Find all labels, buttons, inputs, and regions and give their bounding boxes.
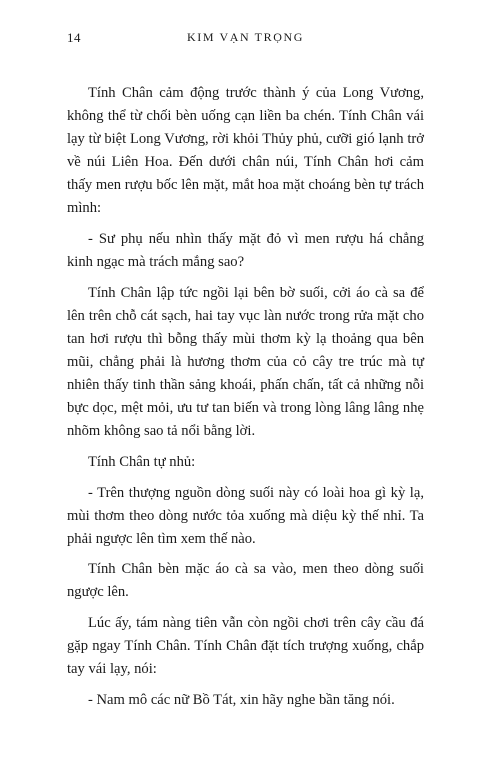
paragraph: Tính Chân bèn mặc áo cà sa vào, men theo dòng suối ngược lên. [67,561,424,601]
paragraph: - Nam mô các nữ Bồ Tát, xin hãy nghe bần tăng nói. [88,691,395,708]
paragraph: Tính Chân tự nhủ: [88,453,196,470]
paragraph: - Trên thượng nguồn dòng suối này có loài hoa gì kỳ lạ, mùi thơm theo dòng nước tỏa xuống mà diệu kỳ thế nhỉ. Ta phải ngược lên tìm xem thế nào. [67,484,424,547]
paragraph: Lúc ấy, tám nàng tiên vẫn còn ngồi chơi trên cây cầu đá gặp ngay Tính Chân. Tính Chân đặt tích trượng xuống, chắp tay vái lạy, nói: [67,614,424,678]
page-number: 14 [67,30,81,45]
body-text [67,82,424,719]
paragraph: - Sư phụ nếu nhìn thấy mặt đỏ vì men rượu há chẳng kinh ngạc mà trách mắng sao? [67,231,424,271]
running-title: KIM VẠN TRỌNG [186,30,305,44]
running-header [67,30,424,50]
paragraph: Tính Chân cảm động trước thành ý của Long Vương, không thể từ chối bèn uống cạn liền ba chén. Tính Chân vái lạy từ biệt Long Vương, rời khỏi Thủy phủ, cưỡi gió lạnh trở về núi Liên Hoa. Đến dưới chân núi, Tính Chân hơi cảm thấy men rượu bốc lên mặt, mắt hoa mặt choáng bèn tự trách mình: [67,85,424,217]
paragraph: Tính Chân lập tức ngồi lại bên bờ suối, cởi áo cà sa để lên trên chỗ cát sạch, hai tay vục làn nước trong rửa mặt cho tan hơi rượu thì bỗng thấy mùi thơm kỳ lạ thoảng qua bên mũi, chẳng phải là hương thơm của cỏ cây tre trúc mà tự nhiên thấy tinh thần sảng khoái, phấn chấn, tất cả những nỗi bực dọc, mệt mỏi, ưu tư tan biến và trong lòng lâng lâng nhẹ nhõm không sao tả nổi bằng lời. [67,284,424,440]
